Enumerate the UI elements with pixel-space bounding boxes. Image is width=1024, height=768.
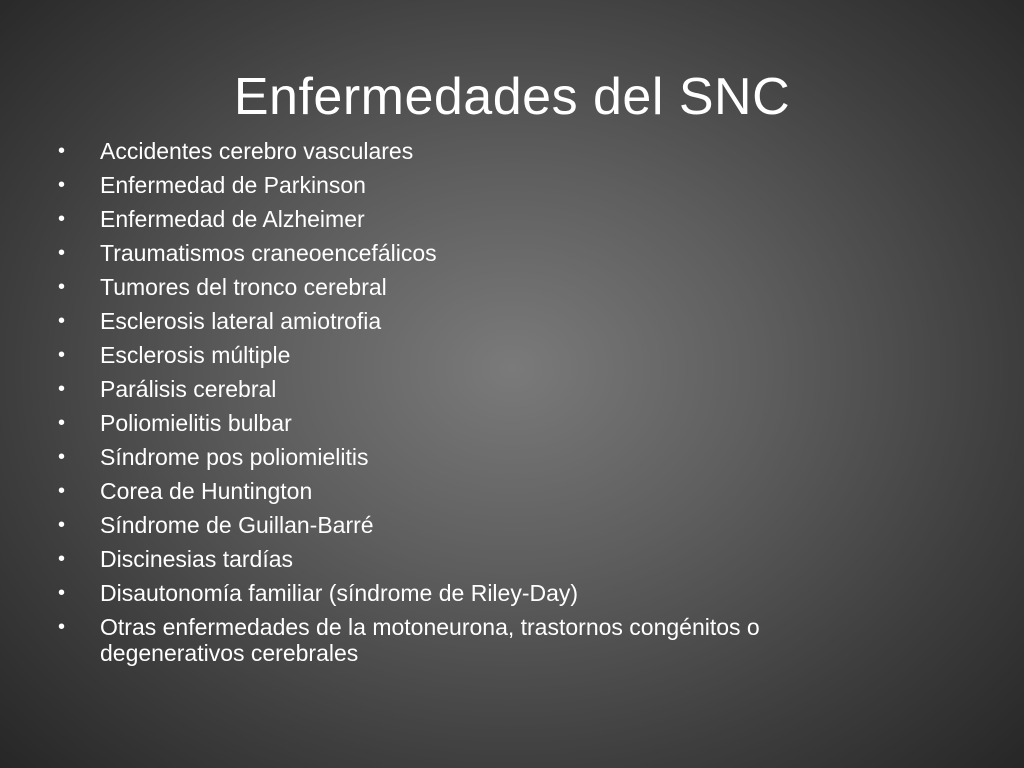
list-item-text: Síndrome de Guillan-Barré (100, 512, 374, 538)
list-item-text: Síndrome pos poliomielitis (100, 444, 369, 470)
list-item-text: Otras enfermedades de la motoneurona, trastornos congénitos o degenerativos cerebrales (100, 614, 760, 666)
list-item-text: Enfermedad de Alzheimer (100, 206, 365, 232)
bullet-list (58, 138, 958, 674)
list-item (58, 240, 958, 266)
list-item (58, 172, 958, 198)
list-item (58, 580, 958, 606)
list-item-text: Traumatismos craneoencefálicos (100, 240, 437, 266)
bullet-icon: • (58, 514, 66, 536)
list-item (58, 342, 958, 368)
list-item (58, 546, 958, 572)
list-item-text: Esclerosis lateral amiotrofia (100, 308, 382, 334)
list-item (58, 444, 958, 470)
list-item-text: Enfermedad de Parkinson (100, 172, 366, 198)
list-item-text: Tumores del tronco cerebral (100, 274, 387, 300)
bullet-icon: • (58, 344, 66, 366)
bullet-icon: • (58, 140, 66, 162)
bullet-icon: • (58, 412, 66, 434)
bullet-icon: • (58, 480, 66, 502)
list-item (58, 478, 958, 504)
list-item-text: Discinesias tardías (100, 546, 294, 572)
bullet-icon: • (58, 582, 66, 604)
list-item (58, 274, 958, 300)
bullet-icon: • (58, 548, 66, 570)
bullet-icon: • (58, 310, 66, 332)
list-item-text: Corea de Huntington (100, 478, 313, 504)
list-item-text: Esclerosis múltiple (100, 342, 291, 368)
bullet-icon: • (58, 208, 66, 230)
bullet-icon: • (58, 242, 66, 264)
list-item-text: Parálisis cerebral (100, 376, 277, 402)
list-item (58, 614, 958, 666)
slide-title: Enfermedades del SNC (233, 68, 791, 126)
list-item-text: Poliomielitis bulbar (100, 410, 292, 436)
list-item-text: Disautonomía familiar (síndrome de Riley-Day) (100, 580, 579, 606)
list-item (58, 206, 958, 232)
bullet-icon: • (58, 446, 66, 468)
bullet-icon: • (58, 378, 66, 400)
list-item (58, 410, 958, 436)
bullet-icon: • (58, 616, 66, 638)
list-item-text: Accidentes cerebro vasculares (100, 138, 414, 164)
list-item (58, 376, 958, 402)
list-item (58, 308, 958, 334)
bullet-icon: • (58, 174, 66, 196)
list-item (58, 512, 958, 538)
list-item (58, 138, 958, 164)
bullet-icon: • (58, 276, 66, 298)
